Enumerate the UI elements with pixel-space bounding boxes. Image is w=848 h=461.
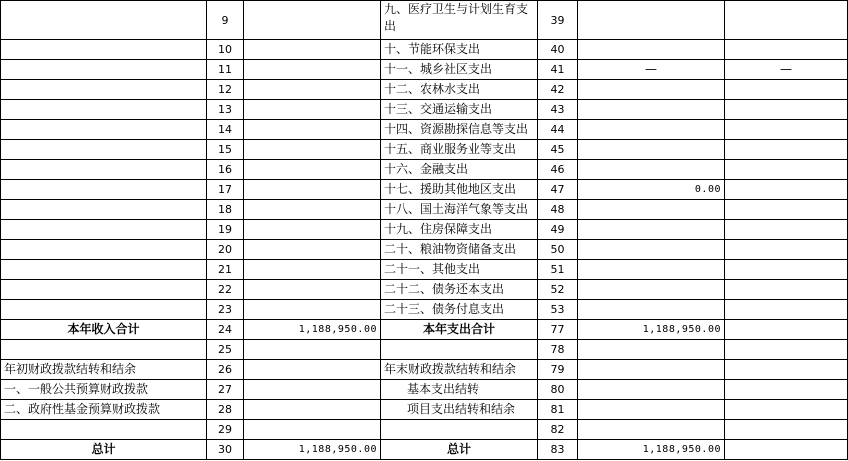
- table-row: [1, 100, 848, 120]
- expense-line-number: 46: [538, 160, 578, 180]
- expense-line-number: 50: [538, 240, 578, 260]
- expense-item-cell: 总计: [381, 440, 538, 460]
- income-amount-cell: [244, 40, 381, 60]
- expense-line-number: 43: [538, 100, 578, 120]
- expense-amount-cell: [578, 140, 725, 160]
- income-item-cell: [1, 220, 207, 240]
- expense-amount-cell: [578, 40, 725, 60]
- income-amount-cell: [244, 260, 381, 280]
- table-row: [1, 40, 848, 60]
- income-line-number: 25: [207, 340, 244, 360]
- expense-extra-cell: [725, 120, 848, 140]
- expense-extra-cell: [725, 280, 848, 300]
- income-line-number: 20: [207, 240, 244, 260]
- expense-amount-cell: [578, 300, 725, 320]
- income-item-cell: [1, 200, 207, 220]
- expense-extra-cell: [725, 1, 848, 40]
- table-row: [1, 220, 848, 240]
- table-row: [1, 260, 848, 280]
- expense-line-number: 40: [538, 40, 578, 60]
- income-line-number: 30: [207, 440, 244, 460]
- income-line-number: 12: [207, 80, 244, 100]
- table-row: [1, 320, 848, 340]
- income-line-number: 29: [207, 420, 244, 440]
- expense-item-cell: [381, 420, 538, 440]
- income-item-cell: [1, 340, 207, 360]
- income-item-cell: [1, 420, 207, 440]
- income-item-cell: [1, 40, 207, 60]
- table-row: [1, 380, 848, 400]
- table-row: [1, 440, 848, 460]
- table-row: [1, 300, 848, 320]
- income-amount-cell: [244, 160, 381, 180]
- income-line-number: 24: [207, 320, 244, 340]
- income-item-cell: [1, 300, 207, 320]
- expense-line-number: 52: [538, 280, 578, 300]
- expense-item-cell: 十一、城乡社区支出: [381, 60, 538, 80]
- expense-line-number: 49: [538, 220, 578, 240]
- income-amount-cell: [244, 220, 381, 240]
- expense-amount-cell: [578, 1, 725, 40]
- expense-extra-cell: [725, 400, 848, 420]
- income-item-cell: [1, 180, 207, 200]
- income-item-cell: [1, 100, 207, 120]
- table-row: [1, 140, 848, 160]
- income-amount-cell: [244, 340, 381, 360]
- expense-extra-cell: [725, 220, 848, 240]
- expense-amount-cell: [578, 80, 725, 100]
- income-line-number: 19: [207, 220, 244, 240]
- expense-extra-cell: [725, 40, 848, 60]
- income-item-cell: 一、一般公共预算财政拨款: [1, 380, 207, 400]
- expense-line-number: 53: [538, 300, 578, 320]
- income-line-number: 21: [207, 260, 244, 280]
- income-line-number: 28: [207, 400, 244, 420]
- expense-line-number: 45: [538, 140, 578, 160]
- expense-item-cell: 二十二、债务还本支出: [381, 280, 538, 300]
- expense-line-number: 42: [538, 80, 578, 100]
- expense-item-cell: 十二、农林水支出: [381, 80, 538, 100]
- expense-amount-cell: [578, 160, 725, 180]
- income-line-number: 10: [207, 40, 244, 60]
- expense-item-cell: 十八、国土海洋气象等支出: [381, 200, 538, 220]
- expense-item-cell: [381, 340, 538, 360]
- expense-line-number: 81: [538, 400, 578, 420]
- expense-extra-cell: [725, 80, 848, 100]
- income-line-number: 18: [207, 200, 244, 220]
- income-line-number: 17: [207, 180, 244, 200]
- expense-item-cell: 九、医疗卫生与计划生育支出: [381, 1, 538, 40]
- expense-line-number: 51: [538, 260, 578, 280]
- expense-amount-cell: [578, 340, 725, 360]
- expense-line-number: 47: [538, 180, 578, 200]
- expense-amount-cell: [578, 360, 725, 380]
- income-amount-cell: [244, 80, 381, 100]
- table-row: [1, 200, 848, 220]
- income-amount-cell: [244, 100, 381, 120]
- income-amount-cell: 1,188,950.00: [244, 320, 381, 340]
- expense-line-number: 83: [538, 440, 578, 460]
- expense-item-cell: 年末财政拨款结转和结余: [381, 360, 538, 380]
- income-amount-cell: [244, 280, 381, 300]
- income-item-cell: 本年收入合计: [1, 320, 207, 340]
- expense-line-number: 44: [538, 120, 578, 140]
- income-item-cell: [1, 80, 207, 100]
- expense-amount-cell: [578, 200, 725, 220]
- expense-extra-cell: [725, 140, 848, 160]
- expense-line-number: 79: [538, 360, 578, 380]
- expense-item-cell: 项目支出结转和结余: [381, 400, 538, 420]
- income-amount-cell: [244, 240, 381, 260]
- table-row: [1, 240, 848, 260]
- income-amount-cell: [244, 360, 381, 380]
- expense-amount-cell: 1,188,950.00: [578, 440, 725, 460]
- income-item-cell: [1, 120, 207, 140]
- table-row: [1, 400, 848, 420]
- income-line-number: 11: [207, 60, 244, 80]
- expense-amount-cell: [578, 100, 725, 120]
- income-line-number: 13: [207, 100, 244, 120]
- table-row: [1, 120, 848, 140]
- expense-line-number: 82: [538, 420, 578, 440]
- income-item-cell: [1, 240, 207, 260]
- expense-amount-cell: [578, 220, 725, 240]
- expense-line-number: 39: [538, 1, 578, 40]
- income-amount-cell: [244, 420, 381, 440]
- expense-item-cell: 基本支出结转: [381, 380, 538, 400]
- expense-extra-cell: [725, 380, 848, 400]
- expense-item-cell: 十九、住房保障支出: [381, 220, 538, 240]
- income-line-number: 15: [207, 140, 244, 160]
- expense-extra-cell: [725, 260, 848, 280]
- expense-item-cell: 本年支出合计: [381, 320, 538, 340]
- income-amount-cell: [244, 180, 381, 200]
- expense-extra-cell: —: [725, 60, 848, 80]
- income-item-cell: [1, 280, 207, 300]
- income-amount-cell: [244, 200, 381, 220]
- expense-extra-cell: [725, 340, 848, 360]
- expense-item-cell: 十六、金融支出: [381, 160, 538, 180]
- income-line-number: 23: [207, 300, 244, 320]
- income-line-number: 26: [207, 360, 244, 380]
- expense-amount-cell: [578, 420, 725, 440]
- expense-item-cell: 十、节能环保支出: [381, 40, 538, 60]
- expense-item-cell: 十七、援助其他地区支出: [381, 180, 538, 200]
- expense-amount-cell: [578, 260, 725, 280]
- expense-amount-cell: [578, 380, 725, 400]
- expense-item-cell: 二十、粮油物资储备支出: [381, 240, 538, 260]
- expense-extra-cell: [725, 160, 848, 180]
- expense-amount-cell: [578, 120, 725, 140]
- income-item-cell: [1, 160, 207, 180]
- income-amount-cell: [244, 1, 381, 40]
- income-amount-cell: [244, 60, 381, 80]
- expense-extra-cell: [725, 200, 848, 220]
- table-row: [1, 160, 848, 180]
- income-line-number: 9: [207, 1, 244, 40]
- income-amount-cell: [244, 140, 381, 160]
- expense-item-cell: 十五、商业服务业等支出: [381, 140, 538, 160]
- income-item-cell: [1, 1, 207, 40]
- expense-extra-cell: [725, 320, 848, 340]
- income-line-number: 14: [207, 120, 244, 140]
- expense-amount-cell: [578, 400, 725, 420]
- income-item-cell: [1, 260, 207, 280]
- expense-amount-cell: [578, 240, 725, 260]
- expense-item-cell: 十四、资源勘探信息等支出: [381, 120, 538, 140]
- income-item-cell: [1, 60, 207, 80]
- income-line-number: 22: [207, 280, 244, 300]
- income-amount-cell: 1,188,950.00: [244, 440, 381, 460]
- income-item-cell: 总计: [1, 440, 207, 460]
- table-row: [1, 340, 848, 360]
- table-row: [1, 180, 848, 200]
- table-row: [1, 80, 848, 100]
- income-amount-cell: [244, 300, 381, 320]
- table-row: [1, 1, 848, 40]
- table-row: [1, 60, 848, 80]
- table-row: [1, 280, 848, 300]
- expense-extra-cell: [725, 240, 848, 260]
- expense-extra-cell: [725, 180, 848, 200]
- income-amount-cell: [244, 380, 381, 400]
- income-item-cell: 二、政府性基金预算财政拨款: [1, 400, 207, 420]
- expense-item-cell: 十三、交通运输支出: [381, 100, 538, 120]
- income-line-number: 16: [207, 160, 244, 180]
- income-amount-cell: [244, 400, 381, 420]
- income-line-number: 27: [207, 380, 244, 400]
- expense-extra-cell: [725, 440, 848, 460]
- expense-line-number: 80: [538, 380, 578, 400]
- expense-extra-cell: [725, 300, 848, 320]
- expense-extra-cell: [725, 420, 848, 440]
- budget-table-body: [1, 1, 848, 460]
- income-item-cell: 年初财政拨款结转和结余: [1, 360, 207, 380]
- table-row: [1, 420, 848, 440]
- expense-amount-cell: —: [578, 60, 725, 80]
- income-item-cell: [1, 140, 207, 160]
- table-row: [1, 360, 848, 380]
- expense-amount-cell: 1,188,950.00: [578, 320, 725, 340]
- expense-item-cell: 二十三、债务付息支出: [381, 300, 538, 320]
- expense-amount-cell: 0.00: [578, 180, 725, 200]
- expense-line-number: 78: [538, 340, 578, 360]
- expense-line-number: 77: [538, 320, 578, 340]
- income-amount-cell: [244, 120, 381, 140]
- expense-line-number: 41: [538, 60, 578, 80]
- expense-amount-cell: [578, 280, 725, 300]
- expense-extra-cell: [725, 360, 848, 380]
- expense-item-cell: 二十一、其他支出: [381, 260, 538, 280]
- expense-extra-cell: [725, 100, 848, 120]
- expense-line-number: 48: [538, 200, 578, 220]
